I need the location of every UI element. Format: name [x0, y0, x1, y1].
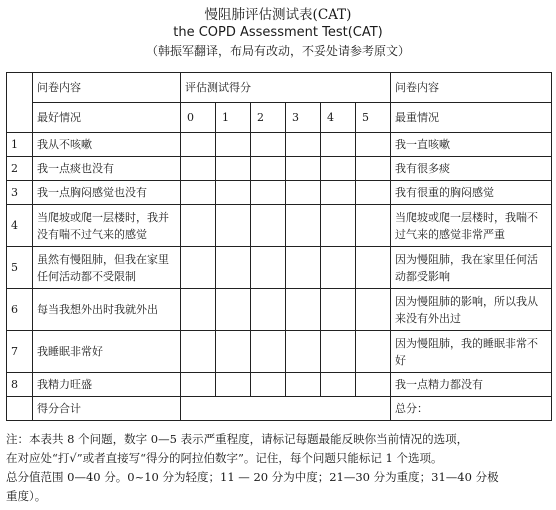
worst-text: 我有很重的胸闷感觉 — [391, 181, 552, 205]
note-line: 重度）。 — [6, 489, 47, 503]
score-cell[interactable] — [356, 181, 391, 205]
worst-text: 因为慢阻肺，我在家里任何活动都受影响 — [391, 247, 552, 289]
row-number: 1 — [7, 133, 33, 157]
score-cell[interactable] — [181, 289, 216, 331]
score-cell[interactable] — [286, 247, 321, 289]
score-cell[interactable] — [321, 157, 356, 181]
score-1-header: 1 — [216, 103, 251, 133]
score-cell[interactable] — [181, 373, 216, 397]
score-cell[interactable] — [216, 157, 251, 181]
table-row — [7, 373, 552, 397]
score-3-header: 3 — [286, 103, 321, 133]
score-cell[interactable] — [321, 133, 356, 157]
row-number: 5 — [7, 247, 33, 289]
table-row — [7, 181, 552, 205]
score-cell[interactable] — [251, 133, 286, 157]
score-cell[interactable] — [286, 205, 321, 247]
note-line: 注：本表共 8 个问题，数字 0—5 表示严重程度，请标记每题最能反映你当前情况的选项， — [6, 432, 469, 446]
score-cell[interactable] — [286, 157, 321, 181]
score-cell[interactable] — [216, 373, 251, 397]
note-line: 在对应处“打√”或者直接写“得分的阿拉伯数字”。记住，每个问题只能标记 1 个选项。 — [6, 451, 443, 465]
row-number: 4 — [7, 205, 33, 247]
score-cell[interactable] — [181, 133, 216, 157]
score-cell[interactable] — [181, 181, 216, 205]
score-cell[interactable] — [251, 247, 286, 289]
score-cell[interactable] — [251, 373, 286, 397]
score-cell[interactable] — [321, 331, 356, 373]
title-english: the COPD Assessment Test(CAT) — [173, 25, 383, 40]
row-number: 7 — [7, 331, 33, 373]
table-row — [7, 133, 552, 157]
score-cell[interactable] — [181, 157, 216, 181]
cat-table — [6, 72, 552, 421]
total-score-cell[interactable] — [181, 397, 391, 421]
worst-text: 我一直咳嗽 — [391, 133, 552, 157]
best-text: 我一点胸闷感觉也没有 — [33, 181, 181, 205]
score-cell[interactable] — [321, 205, 356, 247]
score-cell[interactable] — [216, 331, 251, 373]
score-cell[interactable] — [356, 157, 391, 181]
table-row — [7, 289, 552, 331]
score-cell[interactable] — [251, 157, 286, 181]
total-score-label: 得分合计 — [33, 397, 181, 421]
header-row-1 — [7, 73, 552, 103]
best-text: 虽然有慢阻肺，但我在家里任何活动都不受限制 — [33, 247, 181, 289]
best-text: 每当我想外出时我就外出 — [33, 289, 181, 331]
score-cell[interactable] — [356, 133, 391, 157]
total-score-right: 总分： — [391, 397, 552, 421]
score-cell[interactable] — [356, 289, 391, 331]
row-number: 8 — [7, 373, 33, 397]
header-best: 最好情况 — [33, 103, 181, 133]
header-content-right: 问卷内容 — [391, 73, 552, 103]
header-content-left: 问卷内容 — [33, 73, 181, 103]
score-cell[interactable] — [356, 331, 391, 373]
score-cell[interactable] — [356, 205, 391, 247]
score-cell[interactable] — [286, 181, 321, 205]
best-text: 我睡眠非常好 — [33, 331, 181, 373]
score-cell[interactable] — [321, 289, 356, 331]
title-block — [0, 6, 556, 60]
score-cell[interactable] — [286, 373, 321, 397]
score-cell[interactable] — [286, 331, 321, 373]
footer-row — [7, 397, 552, 421]
score-cell[interactable] — [216, 181, 251, 205]
score-cell[interactable] — [251, 181, 286, 205]
score-cell[interactable] — [216, 247, 251, 289]
table-row — [7, 157, 552, 181]
score-cell[interactable] — [181, 331, 216, 373]
score-cell[interactable] — [321, 247, 356, 289]
header-row-2 — [7, 103, 552, 133]
score-0-header: 0 — [181, 103, 216, 133]
score-cell[interactable] — [321, 181, 356, 205]
score-cell[interactable] — [286, 133, 321, 157]
score-cell[interactable] — [356, 373, 391, 397]
row-number: 6 — [7, 289, 33, 331]
worst-text: 因为慢阻肺的影响，所以我从来没有外出过 — [391, 289, 552, 331]
best-text: 我精力旺盛 — [33, 373, 181, 397]
score-cell[interactable] — [321, 373, 356, 397]
score-cell[interactable] — [251, 205, 286, 247]
score-cell[interactable] — [251, 289, 286, 331]
table-row — [7, 205, 552, 247]
row-number: 3 — [7, 181, 33, 205]
score-cell[interactable] — [216, 205, 251, 247]
worst-text: 我一点精力都没有 — [391, 373, 552, 397]
header-score: 评估测试得分 — [181, 73, 391, 103]
header-worst: 最重情况 — [391, 103, 552, 133]
best-text: 当爬坡或爬一层楼时，我并没有喘不过气来的感觉 — [33, 205, 181, 247]
row-number: 2 — [7, 157, 33, 181]
score-cell[interactable] — [181, 205, 216, 247]
title-chinese: 慢阻肺评估测试表(CAT) — [204, 7, 352, 23]
score-cell[interactable] — [251, 331, 286, 373]
note-line: 总分值范围 0—40 分。0~10 分为轻度；11 — 20 分为中度；21—30 分为重度；31—40 分极 — [6, 470, 499, 484]
worst-text: 当爬坡或爬一层楼时，我喘不过气来的感觉非常严重 — [391, 205, 552, 247]
translator-note: （韩振军翻译，布局有改动，不妥处请参考原文） — [145, 44, 410, 58]
footer-blank — [7, 397, 33, 421]
worst-text: 我有很多痰 — [391, 157, 552, 181]
notes — [6, 430, 551, 506]
score-4-header: 4 — [321, 103, 356, 133]
score-5-header: 5 — [356, 103, 391, 133]
score-cell[interactable] — [216, 289, 251, 331]
score-cell[interactable] — [181, 247, 216, 289]
worst-text: 因为慢阻肺，我的睡眠非常不好 — [391, 331, 552, 373]
table-row — [7, 247, 552, 289]
score-2-header: 2 — [251, 103, 286, 133]
score-cell[interactable] — [216, 133, 251, 157]
score-cell[interactable] — [356, 247, 391, 289]
best-text: 我从不咳嗽 — [33, 133, 181, 157]
table-row — [7, 331, 552, 373]
num-header-cell — [7, 73, 33, 133]
score-cell[interactable] — [286, 289, 321, 331]
best-text: 我一点痰也没有 — [33, 157, 181, 181]
